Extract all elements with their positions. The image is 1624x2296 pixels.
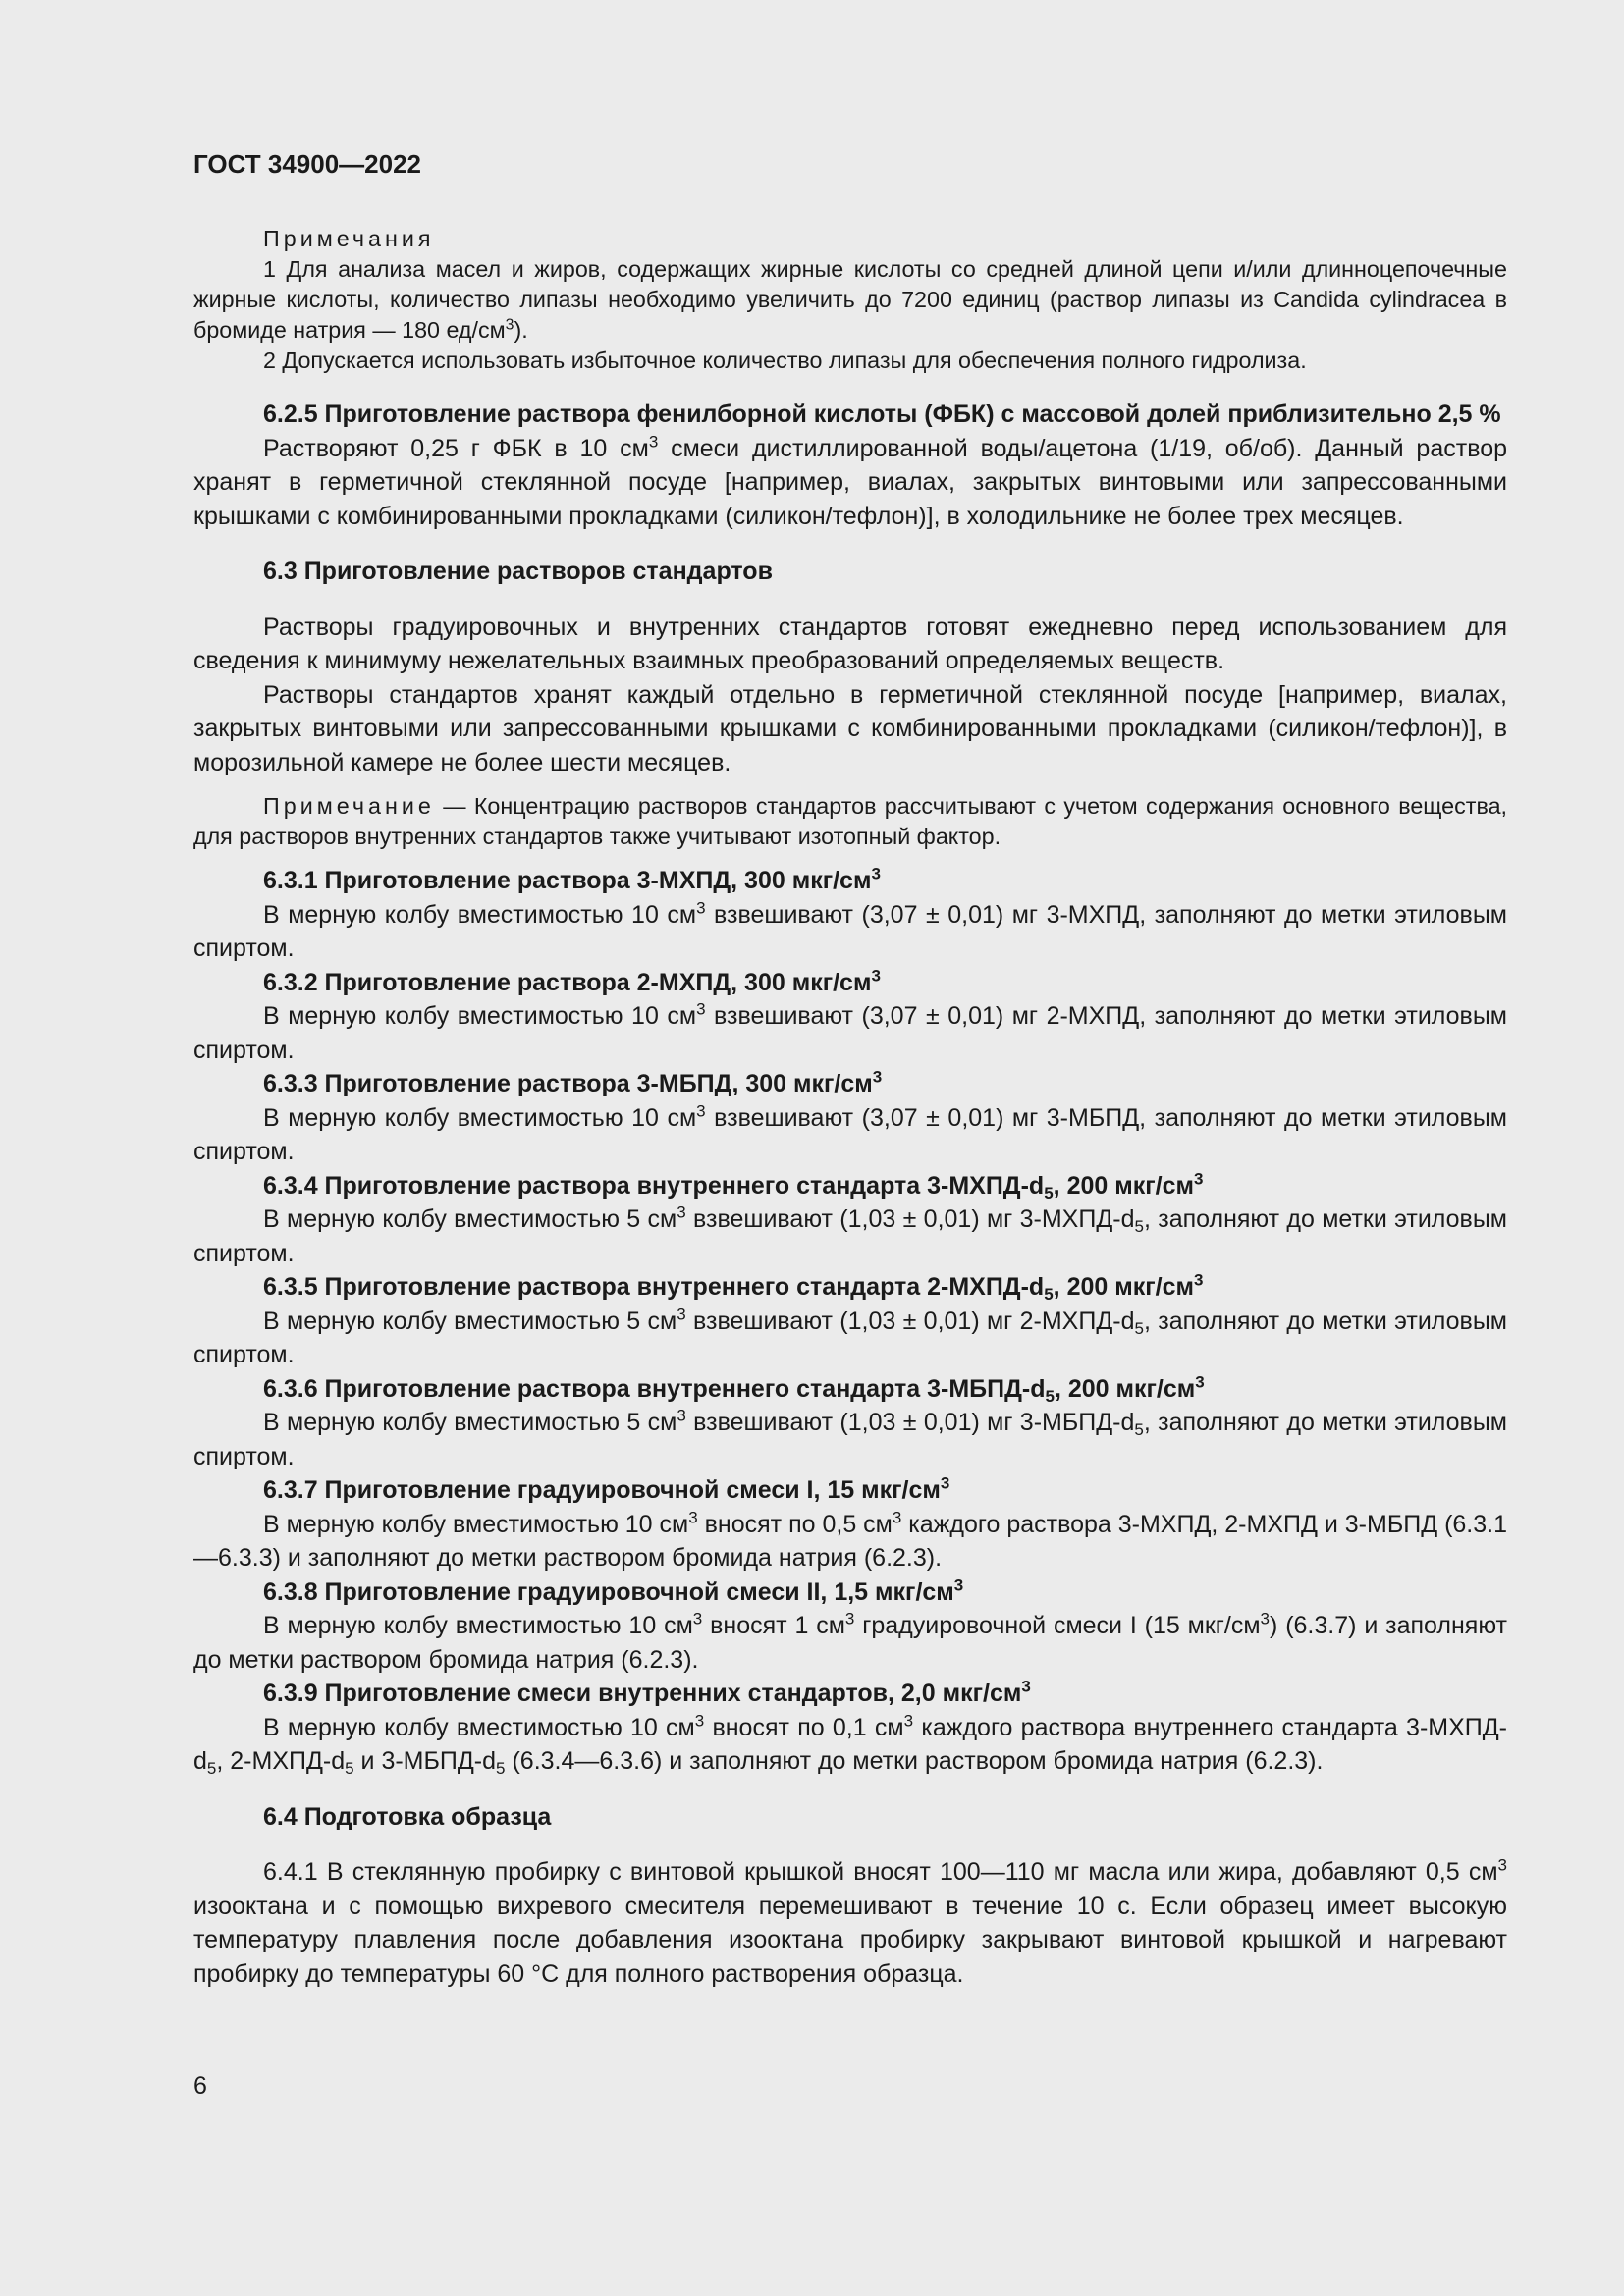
section-heading-6-3-9: 6.3.9 Приготовление смеси внутренних стандартов, 2,0 мкг/$см^3$ — [263, 1677, 1031, 1707]
note-item-2: 2 Допускается использовать избыточное количество липазы для обеспечения полного гидролиза. — [263, 347, 1307, 373]
section-text-6-3-8: В мерную колбу вместимостью 10 $см^3$ вносят 1 $см^3$ градуировочной смеси I (15 мкг/$см^3$) (6.3.7) и заполняют до метки раствором бромида натрия (6.2.3). — [193, 1609, 1507, 1674]
section-heading-6-3-8: 6.3.8 Приготовление градуировочной смеси II, 1,5 мкг/$см^3$ — [263, 1575, 964, 1606]
section-text-6-3-5: В мерную колбу вместимостью 5 $см^3$ взвешивают (1,03 ± 0,01) мг $2-МХПД-d_5$, заполняют до метки этиловым спиртом. — [193, 1305, 1507, 1368]
notes-block — [193, 224, 1507, 376]
section-text-6-2-5: Растворяют 0,25 г ФБК в 10 $см^3$ смеси дистиллированной воды/ацетона (1/19, об/об). Данный раствор хранят в герметичной стеклянной посуде [например, виалах, закрытых винтовыми или запрессованными крышками с комбинированными прокладками (силикон/тефлон)], в холодильнике не более трех месяцев. — [193, 432, 1507, 530]
notes-label: Примечания — [263, 226, 435, 251]
page-number: 6 — [193, 2072, 207, 2100]
section-6-3-note: Примечание — Концентрацию растворов стандартов рассчитывают с учетом содержания основного вещества, для растворов внутренних стандартов также учитывают изотопный фактор. — [193, 793, 1507, 849]
section-heading-6-4: 6.4 Подготовка образца — [263, 1802, 552, 1831]
section-text-6-3-7: В мерную колбу вместимостью 10 $см^3$ вносят по 0,5 $см^3$ каждого раствора 3-МХПД, 2-МХПД и 3-МБПД (6.3.1—6.3.3) и заполняют до метки раствором бромида натрия (6.2.3). — [193, 1508, 1507, 1572]
section-heading-6-3-1: 6.3.1 Приготовление раствора 3-МХПД, 300 мкг/$см^3$ — [263, 864, 881, 894]
section-text-6-3-2: В мерную колбу вместимостью 10 $см^3$ взвешивают (3,07 ± 0,01) мг 2-МХПД, заполняют до метки этиловым спиртом. — [193, 999, 1507, 1064]
section-heading-6-2-5: 6.2.5 Приготовление раствора фенилборной кислоты (ФБК) с массовой долей приблизительно 2,5 % — [263, 400, 1501, 428]
section-heading-6-3-3: 6.3.3 Приготовление раствора 3-МБПД, 300 мкг/$см^3$ — [263, 1067, 883, 1097]
section-text-6-3-4: В мерную колбу вместимостью 5 $см^3$ взвешивают (1,03 ± 0,01) мг $3-МХПД-d_5$, заполняют до метки этиловым спиртом. — [193, 1202, 1507, 1267]
section-text-6-4-1: 6.4.1 В стеклянную пробирку с винтовой крышкой вносят 100—110 мг масла или жира, добавляют 0,5 $см^3$ изооктана и с помощью вихревого смесителя перемешивают в течение 10 с. Если образец имеет высокую температуру плавления после добавления изооктана пробирку закрывают винтовой крышкой и нагревают пробирку до температуры 60 °С для полного растворения образца. — [193, 1855, 1507, 1988]
section-heading-6-3-7: 6.3.7 Приготовление градуировочной смеси I, 15 мкг/$см^3$ — [263, 1473, 950, 1504]
section-text-6-3-1: В мерную колбу вместимостью 10 $см^3$ взвешивают (3,07 ± 0,01) мг 3-МХПД, заполняют до метки этиловым спиртом. — [193, 898, 1507, 962]
section-heading-6-3-5: 6.3.5 Приготовление раствора внутреннего стандарта $2-МХПД-d_5$, 200 мкг/$см^3$ — [263, 1270, 1204, 1305]
section-heading-6-3-2: 6.3.2 Приготовление раствора 2-МХПД, 300 мкг/$см^3$ — [263, 966, 881, 996]
page-content — [193, 147, 1507, 1991]
section-text-6-3-9: В мерную колбу вместимостью 10 $см^3$ вносят по 0,1 $см^3$ каждого раствора внутреннего стандарта $3-МХПД-d_5$, $2-МХПД-d_5$ и $3-МБПД-d_5$ (6.3.4—6.3.6) и заполняют до метки раствором бромида натрия (6.2.3). — [193, 1711, 1507, 1779]
section-text-6-3-6: В мерную колбу вместимостью 5 $см^3$ взвешивают (1,03 ± 0,01) мг $3-МБПД-d_5$, заполняют до метки этиловым спиртом. — [193, 1406, 1507, 1470]
section-heading-6-3-4: 6.3.4 Приготовление раствора внутреннего стандарта $3-МХПД-d_5$, 200 мкг/$см^3$ — [263, 1169, 1204, 1202]
note-label: Примечание — [263, 793, 435, 819]
note-item-1: 1 Для анализа масел и жиров, содержащих жирные кислоты со средней длиной цепи и/или длинноцепочечные жирные кислоты, количество липазы необходимо увеличить до 7200 единиц (раствор липазы из Candida cylindracea в бромиде натрия — 180 $ед/см^3$). — [193, 256, 1507, 343]
section-heading-6-3-6: 6.3.6 Приготовление раствора внутреннего стандарта $3-МБПД-d_5$, 200 мкг/$см^3$ — [263, 1372, 1205, 1406]
section-6-3-paragraph-2: Растворы стандартов хранят каждый отдельно в герметичной стеклянной посуде [например, виалах, закрытых винтовыми или запрессованными крышками с комбинированными прокладками (силикон/тефлон)], в морозильной камере не более шести месяцев. — [193, 680, 1507, 776]
section-6-3-paragraph-1: Растворы градуировочных и внутренних стандартов готовят ежедневно перед использованием для сведения к минимуму нежелательных взаимных преобразований определяемых веществ. — [193, 613, 1507, 674]
section-heading-6-3: 6.3 Приготовление растворов стандартов — [263, 558, 773, 585]
section-text-6-3-3: В мерную колбу вместимостью 10 $см^3$ взвешивают (3,07 ± 0,01) мг 3-МБПД, заполняют до метки этиловым спиртом. — [193, 1101, 1507, 1165]
document-id-header: ГОСТ 34900—2022 — [193, 149, 421, 179]
